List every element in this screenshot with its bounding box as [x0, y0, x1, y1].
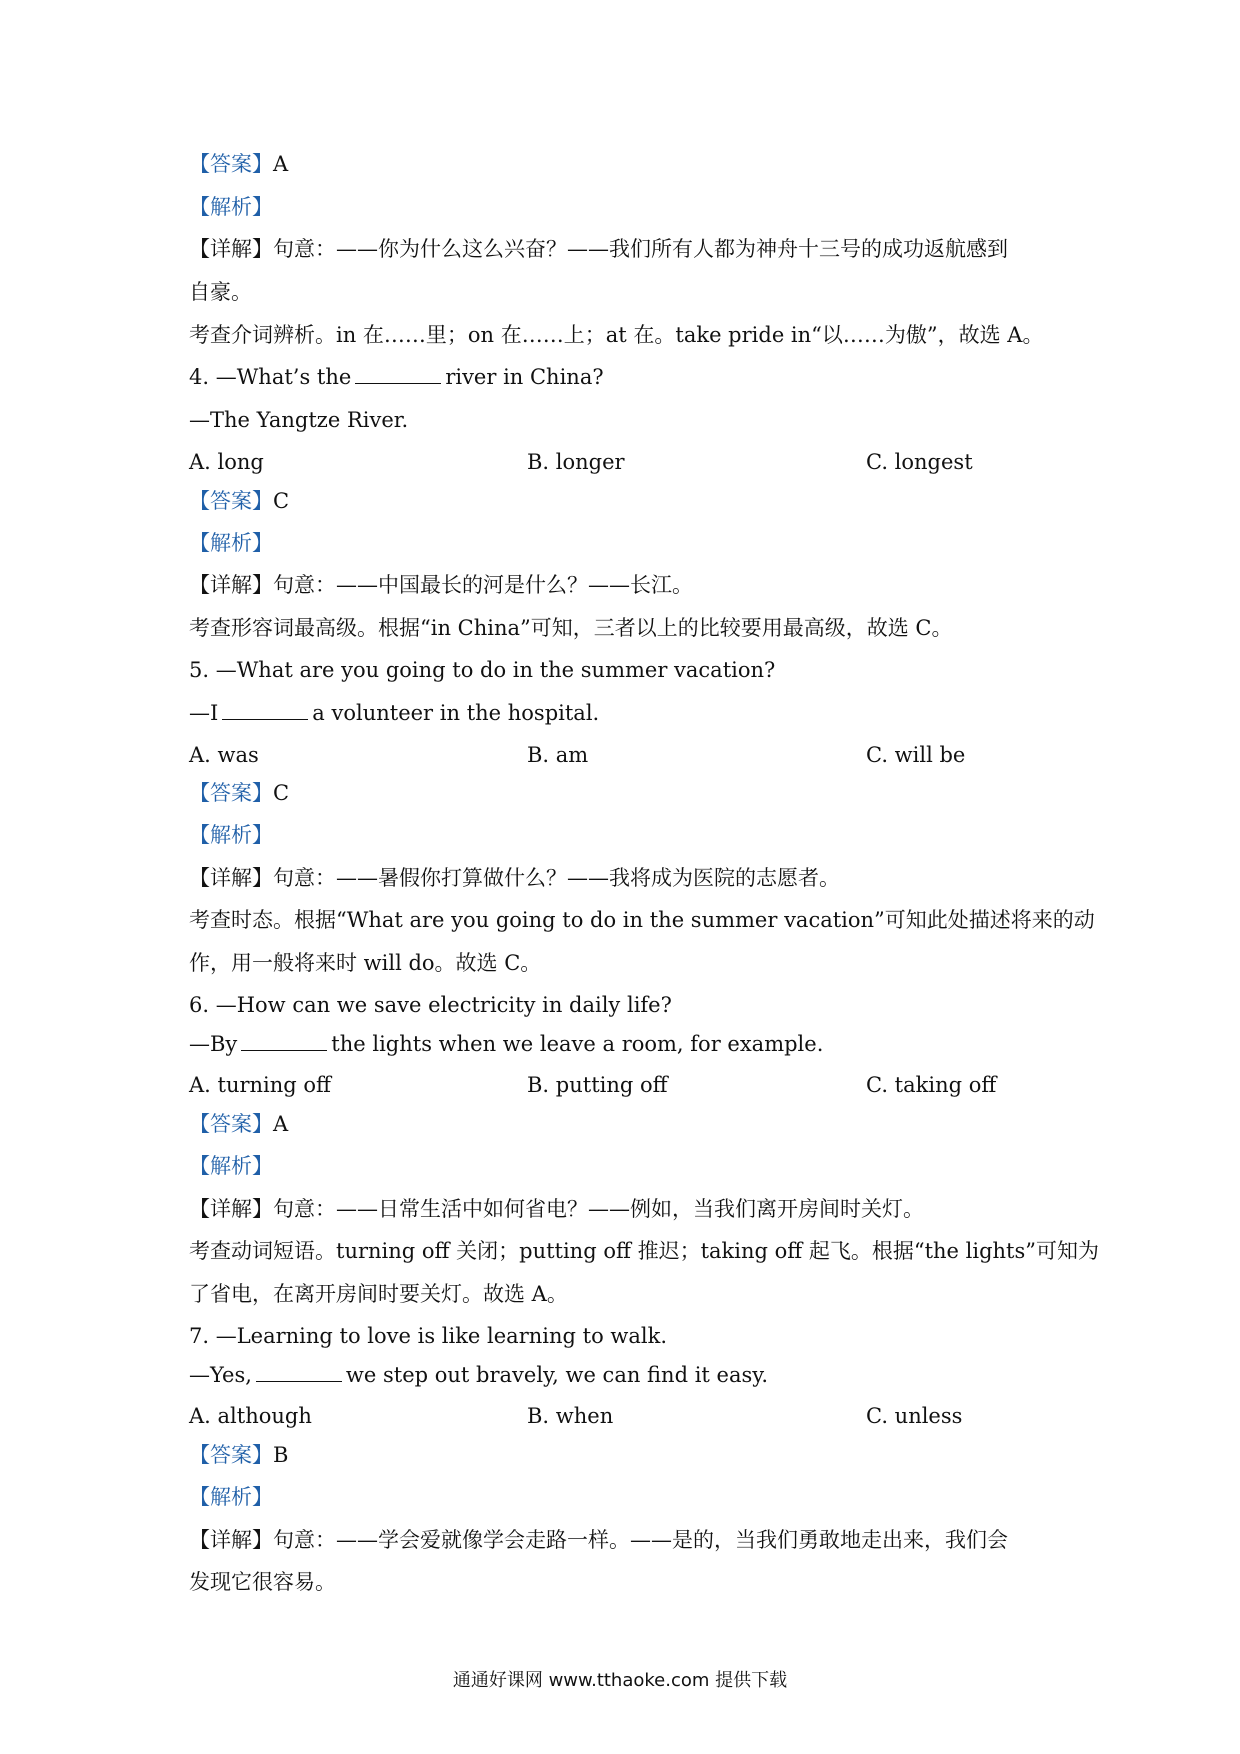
option-a: A. long — [189, 450, 264, 474]
answer-line-5: 【答案】C — [189, 781, 290, 805]
analysis-label-7: 【解析】 — [189, 1485, 273, 1509]
answer-line-7: 【答案】B — [189, 1443, 289, 1467]
answer-blank — [256, 1363, 342, 1382]
explanation-line: 考查介词辨析。in 在……里；on 在……上；at 在。take pride in“以……为傲”，故选 A。 — [189, 323, 1044, 347]
option-b: B. longer — [527, 450, 625, 474]
detail-line — [189, 236, 1008, 262]
answer-line-4: 【答案】C — [189, 489, 290, 513]
explanation-line-5b: 作，用一般将来时 will do。故选 C。 — [189, 951, 542, 975]
reply-7: —Yes, we step out bravely, we can find it easy. — [189, 1363, 768, 1387]
answer-value: A — [273, 152, 289, 176]
answer-line-6: 【答案】A — [189, 1112, 289, 1136]
explanation-line-5a: 考查时态。根据“What are you going to do in the summer vacation”可知此处描述将来的动 — [189, 908, 1095, 932]
detail-text: 句意：——你为什么这么兴奋？——我们所有人都为神舟十三号的成功返航感到 — [273, 237, 1008, 261]
detail-line-6: 【详解】句意：——日常生活中如何省电？——例如，当我们离开房间时关灯。 — [189, 1197, 924, 1221]
option-a: A. although — [189, 1404, 312, 1428]
question-4: 4. —What’s the river in China? — [189, 365, 604, 389]
option-c: C. will be — [866, 743, 966, 767]
option-a: A. was — [189, 743, 259, 767]
analysis-label-3: 【解析】 — [189, 195, 273, 219]
answer-blank — [241, 1032, 327, 1051]
question-6: 6. —How can we save electricity in daily life? — [189, 993, 672, 1017]
question-7: 7. —Learning to love is like learning to walk. — [189, 1324, 667, 1348]
reply-5: —I a volunteer in the hospital. — [189, 701, 600, 725]
detail-continuation: 自豪。 — [189, 280, 252, 304]
option-b: B. when — [527, 1404, 614, 1428]
detail-label: 【详解】 — [189, 237, 273, 261]
option-a: A. turning off — [189, 1073, 331, 1097]
explanation-line-6b: 了省电，在离开房间时要关灯。故选 A。 — [189, 1282, 568, 1306]
analysis-label-5: 【解析】 — [189, 823, 273, 847]
answer-blank — [222, 701, 308, 720]
detail-line-4: 【详解】句意：——中国最长的河是什么？——长江。 — [189, 573, 693, 597]
detail-line-7: 【详解】句意：——学会爱就像学会走路一样。——是的，当我们勇敢地走出来，我们会 — [189, 1528, 1008, 1552]
question-5: 5. —What are you going to do in the summer vacation? — [189, 658, 776, 682]
reply-4: —The Yangtze River. — [189, 408, 409, 432]
detail-continuation-7: 发现它很容易。 — [189, 1570, 336, 1594]
page-footer: 通通好课网 www.tthaoke.com 提供下载 — [452, 1670, 788, 1691]
option-c: C. longest — [866, 450, 973, 474]
analysis-label-6: 【解析】 — [189, 1154, 273, 1178]
option-b: B. am — [527, 743, 589, 767]
option-b: B. putting off — [527, 1073, 668, 1097]
detail-line-5: 【详解】句意：——暑假你打算做什么？——我将成为医院的志愿者。 — [189, 866, 840, 890]
option-c: C. unless — [866, 1404, 963, 1428]
answer-line-3 — [189, 151, 288, 177]
answer-blank — [355, 365, 441, 384]
option-c: C. taking off — [866, 1073, 997, 1097]
explanation-line-6a: 考查动词短语。turning off 关闭；putting off 推迟；taking off 起飞。根据“the lights”可知为 — [189, 1239, 1100, 1263]
explanation-line-4: 考查形容词最高级。根据“in China”可知，三者以上的比较要用最高级，故选 C。 — [189, 616, 953, 640]
answer-label: 【答案】 — [189, 152, 273, 176]
analysis-label-4: 【解析】 — [189, 531, 273, 555]
reply-6: —By the lights when we leave a room, for example. — [189, 1032, 824, 1056]
